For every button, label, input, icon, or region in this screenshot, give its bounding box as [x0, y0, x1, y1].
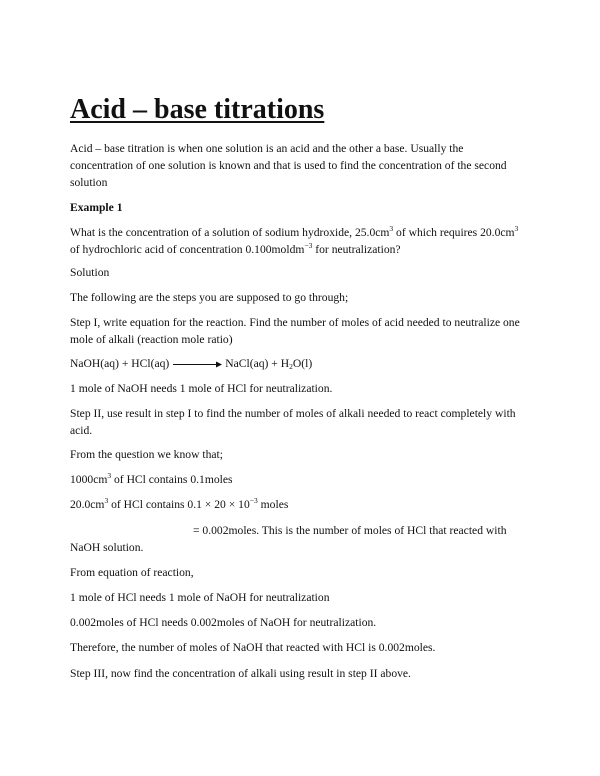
step1-line-2: mole of alkali (reaction mole ratio): [70, 333, 233, 346]
reaction-equation: NaOH(aq) + HCl(aq) NaCl(aq) + $H_2O(l)$: [70, 357, 313, 371]
step3-line: Step III, now find the concentration of alkali using result in step II above.: [70, 667, 411, 680]
intro-line-1: Acid – base titration is when one solution is an acid and the other a base. Usually the: [70, 142, 464, 155]
mole-ratio: 1 mole of NaOH needs 1 mole of HCl for neutralization.: [70, 382, 333, 395]
result-line-1: = 0.002moles. This is the number of moles of HCl that reacted with: [193, 524, 507, 537]
calc-line-2: $20.0cm^3$ of HCl contains $0.1 \times 20 \times 10^{-3}$ moles: [70, 496, 289, 511]
reaction-arrow-icon: [172, 360, 222, 369]
moles-line: 0.002moles of HCl needs 0.002moles of NaOH for neutralization.: [70, 616, 377, 629]
intro-line-2: concentration of one solution is known and that is used to find the concentration of the second: [70, 159, 507, 172]
example-heading: Example 1: [70, 201, 123, 214]
from-question: From the question we know that;: [70, 448, 223, 461]
result-line-2: NaOH solution.: [70, 541, 144, 554]
step1-line-1: Step I, write equation for the reaction. Find the number of moles of acid needed to neutralize one: [70, 316, 520, 329]
calc-line-1: $1000cm^3$ of HCl contains 0.1moles: [70, 471, 233, 486]
step2-line-1: Step II, use result in step I to find the number of moles of alkali needed to react completely with: [70, 407, 516, 420]
steps-intro: The following are the steps you are supposed to go through;: [70, 291, 349, 304]
ratio-line-2: 1 mole of HCl needs 1 mole of NaOH for neutralization: [70, 591, 330, 604]
page-title: Acid – base titrations: [70, 94, 325, 125]
solution-label: Solution: [70, 266, 110, 279]
therefore-line: Therefore, the number of moles of NaOH that reacted with HCl is 0.002moles.: [70, 641, 436, 654]
question-line-1: What is the concentration of a solution of sodium hydroxide, $25.0cm^3$ of which requires $20.0cm^3$: [70, 224, 519, 239]
question-line-2: of hydrochloric acid of concentration 0.100moldm$^{-3}$ for neutralization?: [70, 241, 401, 256]
intro-line-3: solution: [70, 176, 108, 189]
from-equation: From equation of reaction,: [70, 566, 194, 579]
step2-line-2: acid.: [70, 424, 93, 437]
